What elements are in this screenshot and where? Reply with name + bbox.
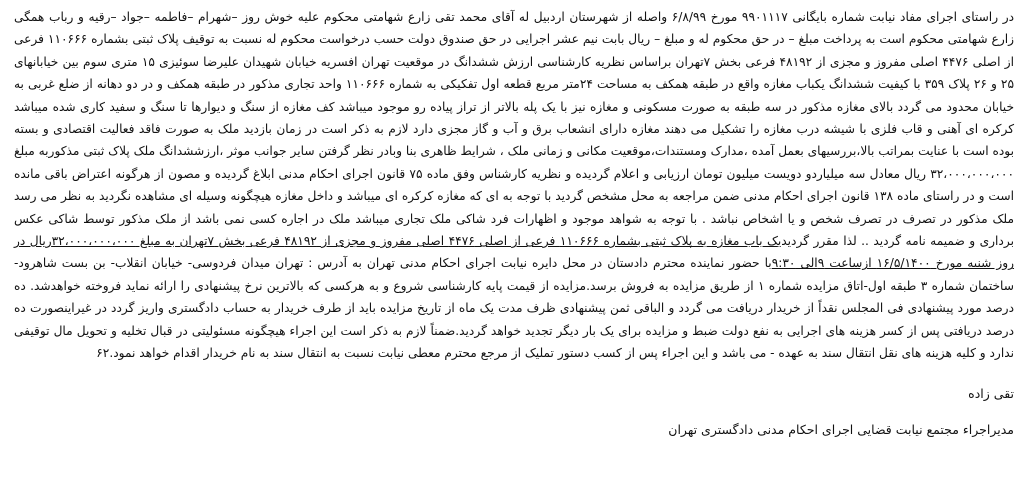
notice-body-part-2: با حضور نماینده محترم دادستان در محل دایره نیابت اجرای احکام مدنی تهران به آدرس : تهران میدان فردوسی- خیابان انقلاب- بن بست شاهرود- ساختمان شماره ۳ طبقه اول-اتاق مزایده شماره ۱ از طریق مزایده به فروش برسد.مزایده از قیمت پایه کارشناسی شروع و به هرکسی که بالاترین نرخ پیشنهادی را ارائه نماید فروخته خواهدشد. ده درصد مورد پیشنهادی فی المجلس نقداً از خریدار دریافت می گردد و الباقی ثمن پیشنهادی ظرف مدت یک ماه از تاریخ مزایده باید از طرف خریدار به حساب دادگستری واریز گردد در غیراینصورت ده درصد دریافتی پس از کسر هزینه های اجرایی به نفع دولت ضبط و مزایده برای یک بار دیگر تجدید خواهد گردید.ضمناً لازم به ذکر است این اجراء هیچگونه مسئولیتی در قبال تخلیه و تحویل مال توقیفی ندارد و کلیه هزینه های نقل انتقال سند به عهده - می باشد و این اجراء پس از کسب دستور تملیک از مرجع محترم معطی نیابت نسبت به انتقال سند به نام خریدار اقدام خواهد نمود.۶۲ — [14, 256, 1014, 361]
signer-name: تقی زاده — [968, 385, 1014, 401]
signer-title: مدیراجراء مجتمع نیابت قضایی اجرای احکام مدنی دادگستری تهران — [668, 421, 1014, 437]
notice-body-part-1: در راستای اجرای مفاد نیابت شماره بایگانی ۹۹۰۱۱۱۷ مورخ ۶/۸/۹۹ واصله از شهرستان اردبیل له آقای محمد تقی زارع شهامتی محکوم علیه خوش روز –شهرام –فاطمه –جواد –رقیه و رباب همگی زارع شهامتی محکوم است به پرداخت مبلغ – در حق محکوم له و مبلغ – ریال بابت نیم عشر اجرایی در حق صندوق دولت حسب درخواست محکوم له نسبت به توقیف پلاک ثبتی بشماره ۱۱۰۶۶۶ فرعی از اصلی ۴۴۷۶ اصلی مفروز و مجزی از ۴۸۱۹۲ فرعی بخش ۷تهران براساس نظریه کارشناسی ارزش ششدانگ در موقعیت تهران افسریه خیابان شهیدان علیرضا سوئیزی ۱۵ متری سوم بین خیابانهای ۲۵ و ۲۶ پلاک ۳۵۹ با کیفیت ششدانگ یکباب مغازه واقع در طبقه همکف به مساحت ۲۴متر مربع قطعه اول تفکیکی به شماره ۱۱۰۶۶۶ واحد تجاری مذکور در طبقه همکف و در دو دهانه از ضلع غربی به خیابان محدود می گردد بالای مغازه مذکور در سه طبقه به صورت مسکونی و مغازه نیز با یک پله بالاتر از تراز پیاده رو موجود میباشد کف مغازه از سنگ و دیوارها تا سنگ و سفید کاری شده میباشد کرکره ای آهنی و قاب فلزی با شیشه درب مغازه را تشکیل می دهند مغازه دارای انشعاب برق و آب و گاز مجزی دارد لازم به ذکر است در زمان بازدید ملک به صورت فاقد فعالیت اقتصادی و بسته بوده است با عنایت بمراتب بالا،بررسیهای بعمل آمده ،مدارک ومستندات،موقعیت مکانی و زمانی ملک ، شرایط ظاهری بنا وبادر نظر گرفتن سایر جوانب موثر ،ارزششدانگ ملک پلاک ثبتی مذکوربه مبلغ ۳۲،۰۰۰،۰۰۰،۰۰۰ ریال معادل سه میلیاردو دویست میلیون تومان ارزیابی و اعلام گردیده و نظریه کارشناس وفق ماده ۷۵ قانون اجرای احکام مدنی ابلاغ گردیده و مصون از هرگونه اعتراض باقی مانده است و در راستای ماده ۱۳۸ قانون اجرای احکام مدنی ضمن مراجعه به محل مشخص گردید با توجه به ای که مغازه کرکره ای میباشد و داخل مغازه هیچگونه وسیله ای مشاهده نگردید به نظر می رسد ملک مذکور در تصرف در تصرف شخص و یا اشخاص نباشد . با توجه به شواهد موجود و اظهارات فرد شاکی ملک تجاری میباشد ملک در اجاره کسی نمی باشد از ملک مذکور توسط شاکی عکس برداری و ضمیمه نامه گردید .. لذا مقرر گردیدی — [14, 10, 1015, 249]
notice-body — [14, 6, 1014, 365]
notice-body-underlined: ک باب مغازه به پلاک ثبتی بشماره ۱۱۰۶۶۶ فرعی از اصلی ۴۴۷۶ اصلی مفروز و مجزی از ۴۸۱۹۲ فرعی بخش ۷تهران به مبلغ ۳۲،۰۰۰،۰۰۰،۰۰۰ریال در روز شنبه مورخ ۱۶/۵/۱۴۰۰ ازساعت ۹الی ۹:۳۰ — [14, 234, 1015, 271]
